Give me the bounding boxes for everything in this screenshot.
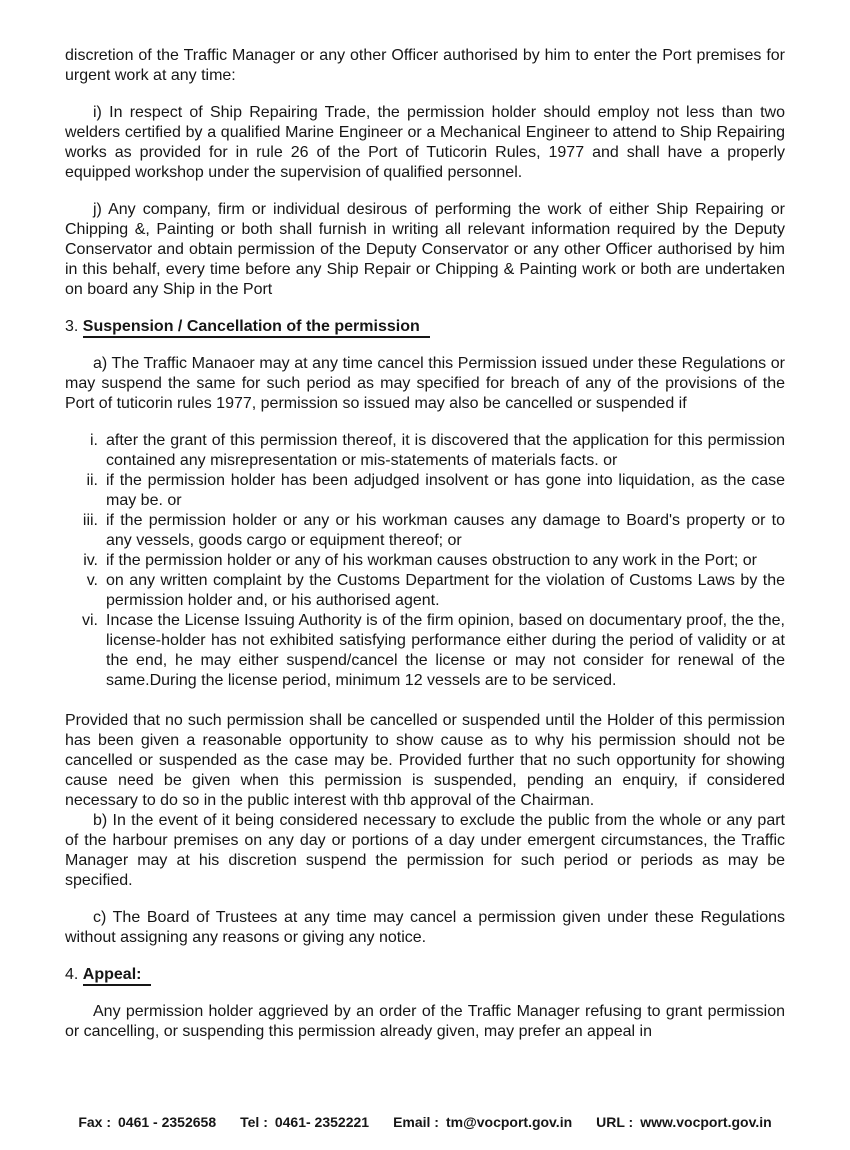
- list-item-text: Incase the License Issuing Authority is of the firm opinion, based on documentary proof, the the, license-holder has not exhibited satisfying performance either during the period of validity or at the end, he may either suspend/cancel the license or may not consider for renewal of the same.During the license period, minimum 12 vessels are to be serviced.: [106, 612, 785, 689]
- footer-email-value: tm@vocport.gov.in: [445, 1114, 573, 1130]
- footer-tel-value: 0461- 2352221: [274, 1114, 370, 1130]
- page-footer-contact-bar: [0, 1114, 850, 1130]
- list-item-text: if the permission holder has been adjudged insolvent or has gone into liquidation, as the case may be. or: [106, 472, 785, 509]
- list-item-marker: iv.: [83, 552, 98, 569]
- section-heading-appeal: [65, 965, 785, 985]
- list-item: [65, 471, 785, 511]
- list-item-marker: v.: [86, 572, 98, 589]
- footer-email-label: Email :: [393, 1114, 439, 1130]
- footer-tel: [240, 1114, 369, 1130]
- document-body: [65, 46, 785, 1059]
- list-item: [65, 551, 785, 571]
- section-heading-suspension: [65, 317, 785, 337]
- section-number: 3.: [65, 318, 79, 335]
- footer-fax-label: Fax :: [78, 1114, 112, 1130]
- footer-email: [393, 1114, 572, 1130]
- paragraph-provided-clause: Provided that no such permission shall be cancelled or suspended until the Holder of this permission has been given a reasonable opportunity to show cause as to why his permission should not be cancelled or suspended as the case may be. Provided further that no such opportunity for showing cause need be given when this permission is suspended, pending an enquiry, if considered necessary to do so in the public interest with thb approval of the Chairman.: [65, 712, 785, 809]
- list-item-text: if the permission holder or any or his workman causes any damage to Board's property or to any vessels, goods cargo or equipment thereof; or: [106, 512, 785, 549]
- footer-fax-value: 0461 - 2352658: [118, 1114, 217, 1130]
- list-item-marker: i.: [90, 432, 98, 449]
- footer-url-label: URL :: [596, 1114, 634, 1130]
- paragraph-clause-a-cancel: a) The Traffic Manaoer may at any time cancel this Permission issued under these Regulations or may suspend the same for such period as may specified for breach of any of the provisions of the Port of tuticorin rules 1977, permission so issued may also be cancelled or suspended if: [65, 355, 785, 412]
- paragraph-clause-b-exclude-public: b) In the event of it being considered necessary to exclude the public from the whole or any part of the harbour premises on any day or portions of a day under emergent circumstances, the Traffic Manager may at his discretion suspend the permission for such period or periods as may be specified.: [65, 812, 785, 889]
- footer-tel-label: Tel :: [240, 1114, 268, 1130]
- footer-fax: [78, 1114, 216, 1130]
- list-item-marker: vi.: [82, 612, 98, 629]
- list-item-text: if the permission holder or any of his workman causes obstruction to any work in the Port; or: [106, 552, 757, 569]
- footer-url: [596, 1114, 772, 1130]
- list-item: [65, 571, 785, 611]
- paragraph-intro-continuation: discretion of the Traffic Manager or any other Officer authorised by him to enter the Port premises for urgent work at any time:: [65, 47, 785, 84]
- paragraph-clause-j-chipping-painting: j) Any company, firm or individual desirous of performing the work of either Ship Repairing or Chipping &, Painting or both shall furnish in writing all relevant information required by the Deputy Conservator and obtain permission of the Deputy Conservator or any other Officer authorised by him in this behalf, every time before any Ship Repair or Chipping & Painting work or both are undertaken on board any Ship in the Port: [65, 201, 785, 298]
- list-item-text: on any written complaint by the Customs Department for the violation of Customs Laws by the permission holder and, or his authorised agent.: [106, 572, 785, 609]
- list-item-marker: iii.: [82, 512, 98, 529]
- paragraph-appeal-intro: Any permission holder aggrieved by an order of the Traffic Manager refusing to grant permission or cancelling, or suspending this permission already given, may prefer an appeal in: [65, 1003, 785, 1040]
- list-item-marker: ii.: [86, 472, 98, 489]
- list-item: [65, 431, 785, 471]
- suspension-conditions-list: [65, 431, 785, 691]
- section-number: 4.: [65, 966, 79, 983]
- section-title: Suspension / Cancellation of the permission: [83, 318, 430, 338]
- paragraph-clause-c-board-of-trustees: c) The Board of Trustees at any time may cancel a permission given under these Regulations without assigning any reasons or giving any notice.: [65, 909, 785, 946]
- paragraph-clause-i-ship-repairing: i) In respect of Ship Repairing Trade, the permission holder should employ not less than two welders certified by a qualified Marine Engineer or a Mechanical Engineer to attend to Ship Repairing works as provided for in rule 26 of the Port of Tuticorin Rules, 1977 and shall have a properly equipped workshop under the supervision of qualified personnel.: [65, 104, 785, 181]
- list-item-text: after the grant of this permission thereof, it is discovered that the application for this permission contained any misrepresentation or mis-statements of materials facts. or: [106, 432, 785, 469]
- section-title: Appeal:: [83, 966, 152, 986]
- footer-url-value: www.vocport.gov.in: [640, 1114, 772, 1130]
- list-item: [65, 611, 785, 691]
- list-item: [65, 511, 785, 551]
